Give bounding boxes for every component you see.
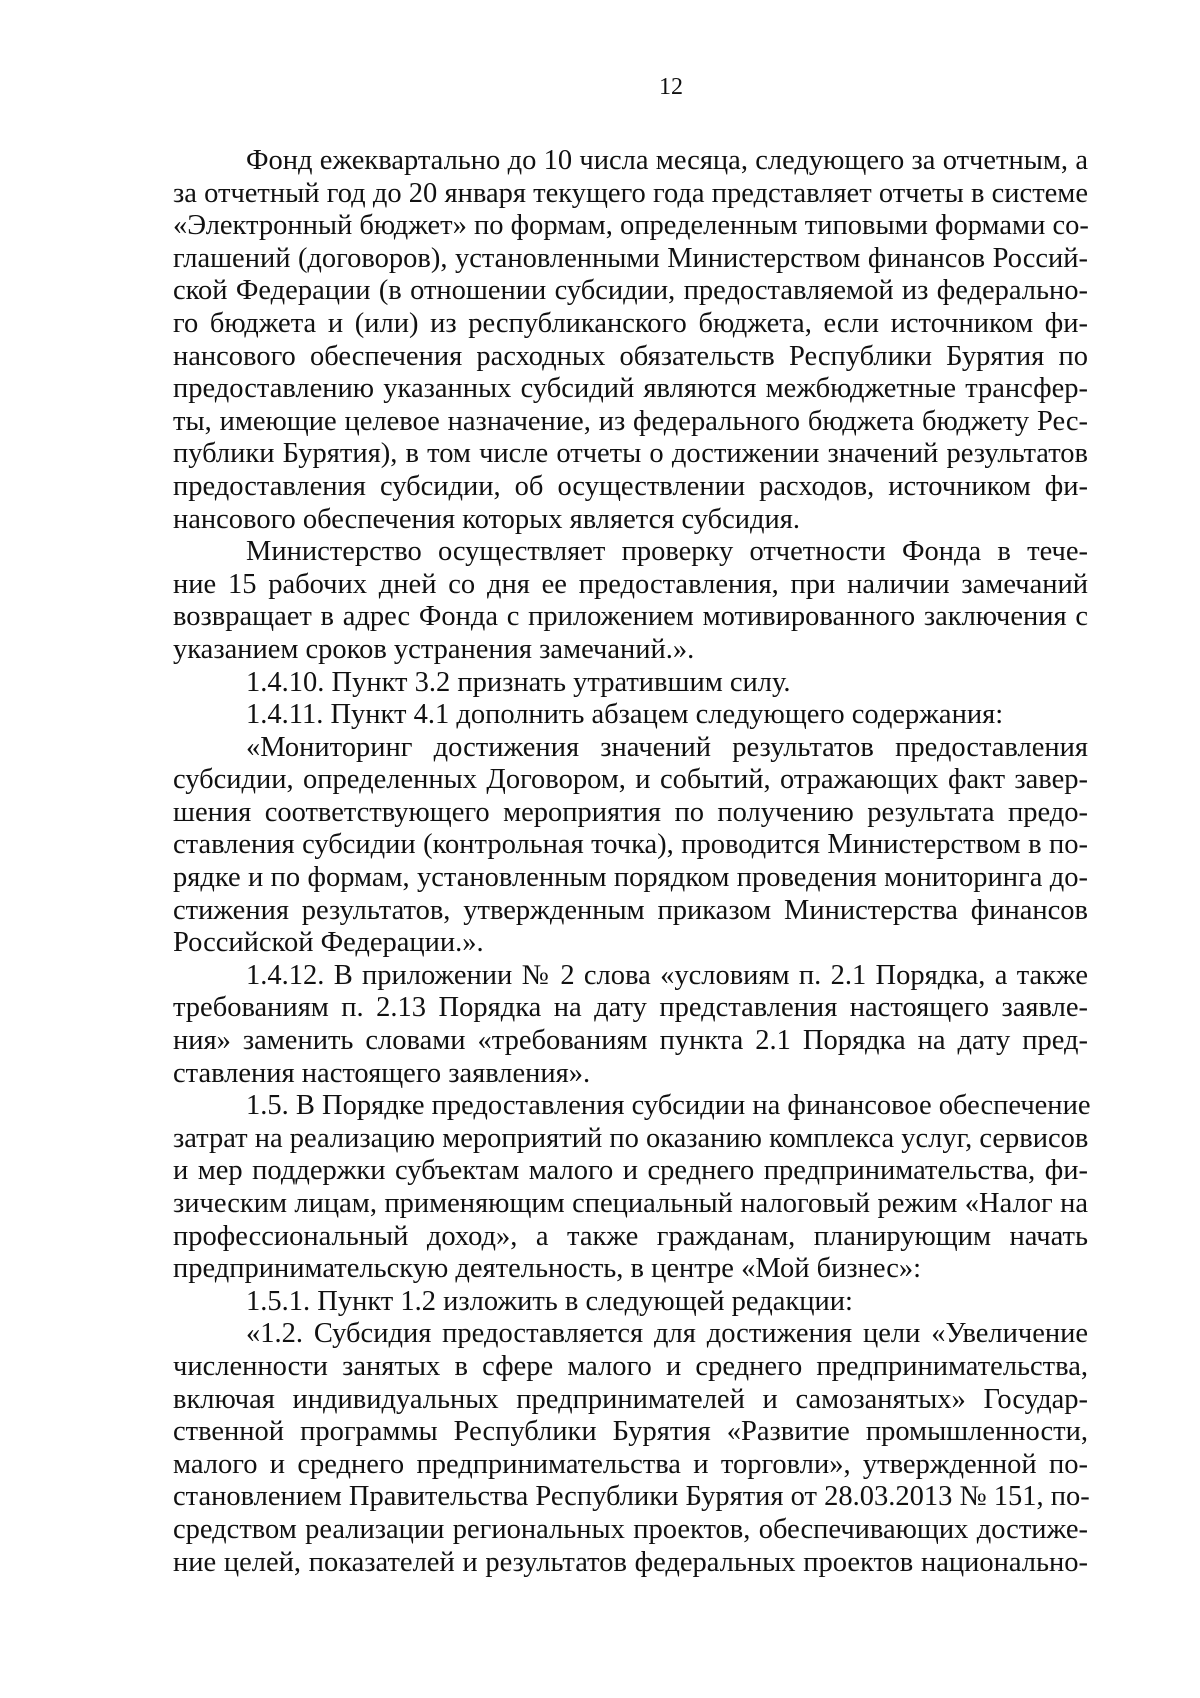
text-line: требованиям п. 2.13 Порядка на дату представления настоящего заявле-: [173, 992, 1088, 1024]
text-line: публики Бурятия), в том числе отчеты о достижении значений результатов: [173, 438, 1088, 470]
text-line: Российской Федерации.».: [173, 927, 484, 959]
text-line: возвращает в адрес Фонда с приложением мотивированного заключения с: [173, 601, 1088, 633]
text-line: численности занятых в сфере малого и среднего предпринимательства,: [173, 1350, 1088, 1382]
text-line: профессиональный доход», а также гражданам, планирующим начать: [173, 1220, 1088, 1252]
text-line: «1.2. Субсидия предоставляется для достижения цели «Увеличение: [246, 1318, 1088, 1350]
text-line: ственной программы Республики Бурятия «Развитие промышленности,: [173, 1416, 1088, 1448]
text-line: ние целей, показателей и результатов федеральных проектов национально-: [173, 1546, 1088, 1578]
page-number: 12: [659, 74, 683, 100]
text-line: Министерство осуществляет проверку отчетности Фонда в тече-: [246, 536, 1088, 568]
text-line: ставления субсидии (контрольная точка), проводится Министерством в по-: [173, 829, 1088, 861]
text-line: ты, имеющие целевое назначение, из федерального бюджета бюджету Рес-: [173, 405, 1088, 437]
text-line: шения соответствующего мероприятия по получению результата предо-: [173, 796, 1088, 828]
text-line: «Мониторинг достижения значений результатов предоставления: [246, 731, 1088, 763]
text-line: включая индивидуальных предпринимателей и самозанятых» Государ-: [173, 1383, 1088, 1415]
text-line: 1.4.10. Пункт 3.2 признать утратившим силу.: [246, 666, 791, 698]
text-line: ставления настоящего заявления».: [173, 1057, 591, 1089]
text-line: предпринимательскую деятельность, в центре «Мой бизнес»:: [173, 1253, 922, 1285]
text-line: го бюджета и (или) из республиканского бюджета, если источником фи-: [173, 307, 1088, 339]
text-line: малого и среднего предпринимательства и торговли», утвержденной по-: [173, 1448, 1088, 1480]
text-line: нансового обеспечения расходных обязательств Республики Бурятия по: [173, 340, 1088, 372]
text-line: предоставления субсидии, об осуществлении расходов, источником фи-: [173, 470, 1088, 502]
text-line: указанием сроков устранения замечаний.».: [173, 633, 695, 665]
text-line: «Электронный бюджет» по формам, определенным типовыми формами со-: [173, 210, 1089, 242]
text-line: 1.5.1. Пункт 1.2 изложить в следующей редакции:: [246, 1285, 853, 1317]
text-line: средством реализации региональных проектов, обеспечивающих достиже-: [173, 1513, 1088, 1545]
text-line: ние 15 рабочих дней со дня ее предоставления, при наличии замечаний: [173, 568, 1088, 600]
text-line: за отчетный год до 20 января текущего года представляет отчеты в системе: [173, 177, 1088, 209]
text-line: 1.5. В Порядке предоставления субсидии на финансовое обеспечение: [246, 1090, 1091, 1122]
text-line: рядке и по формам, установленным порядком проведения мониторинга до-: [173, 862, 1088, 894]
text-line: Фонд ежеквартально до 10 числа месяца, следующего за отчетным, а: [246, 145, 1088, 176]
document-body: [173, 145, 1091, 1579]
text-line: глашений (договоров), установленными Министерством финансов Россий-: [173, 242, 1088, 274]
text-line: ской Федерации (в отношении субсидии, предоставляемой из федерально-: [173, 275, 1088, 307]
text-line: затрат на реализацию мероприятий по оказанию комплекса услуг, сервисов: [173, 1122, 1089, 1154]
text-line: стижения результатов, утвержденным приказом Министерства финансов: [173, 894, 1088, 926]
text-line: предоставлению указанных субсидий являются межбюджетные трансфер-: [173, 373, 1088, 405]
text-line: 1.4.12. В приложении № 2 слова «условиям п. 2.1 Порядка, а также: [246, 959, 1088, 991]
text-line: и мер поддержки субъектам малого и среднего предпринимательства, фи-: [173, 1155, 1088, 1187]
text-line: субсидии, определенных Договором, и событий, отражающих факт завер-: [173, 764, 1088, 796]
text-line: 1.4.11. Пункт 4.1 дополнить абзацем следующего содержания:: [246, 699, 1004, 731]
text-line: нансового обеспечения которых является субсидия.: [173, 503, 800, 535]
text-line: становлением Правительства Республики Бурятия от 28.03.2013 № 151, по-: [173, 1481, 1090, 1513]
text-line: зическим лицам, применяющим специальный налоговый режим «Налог на: [173, 1188, 1088, 1219]
text-line: ния» заменить словами «требованиям пункта 2.1 Порядка на дату пред-: [173, 1025, 1088, 1057]
